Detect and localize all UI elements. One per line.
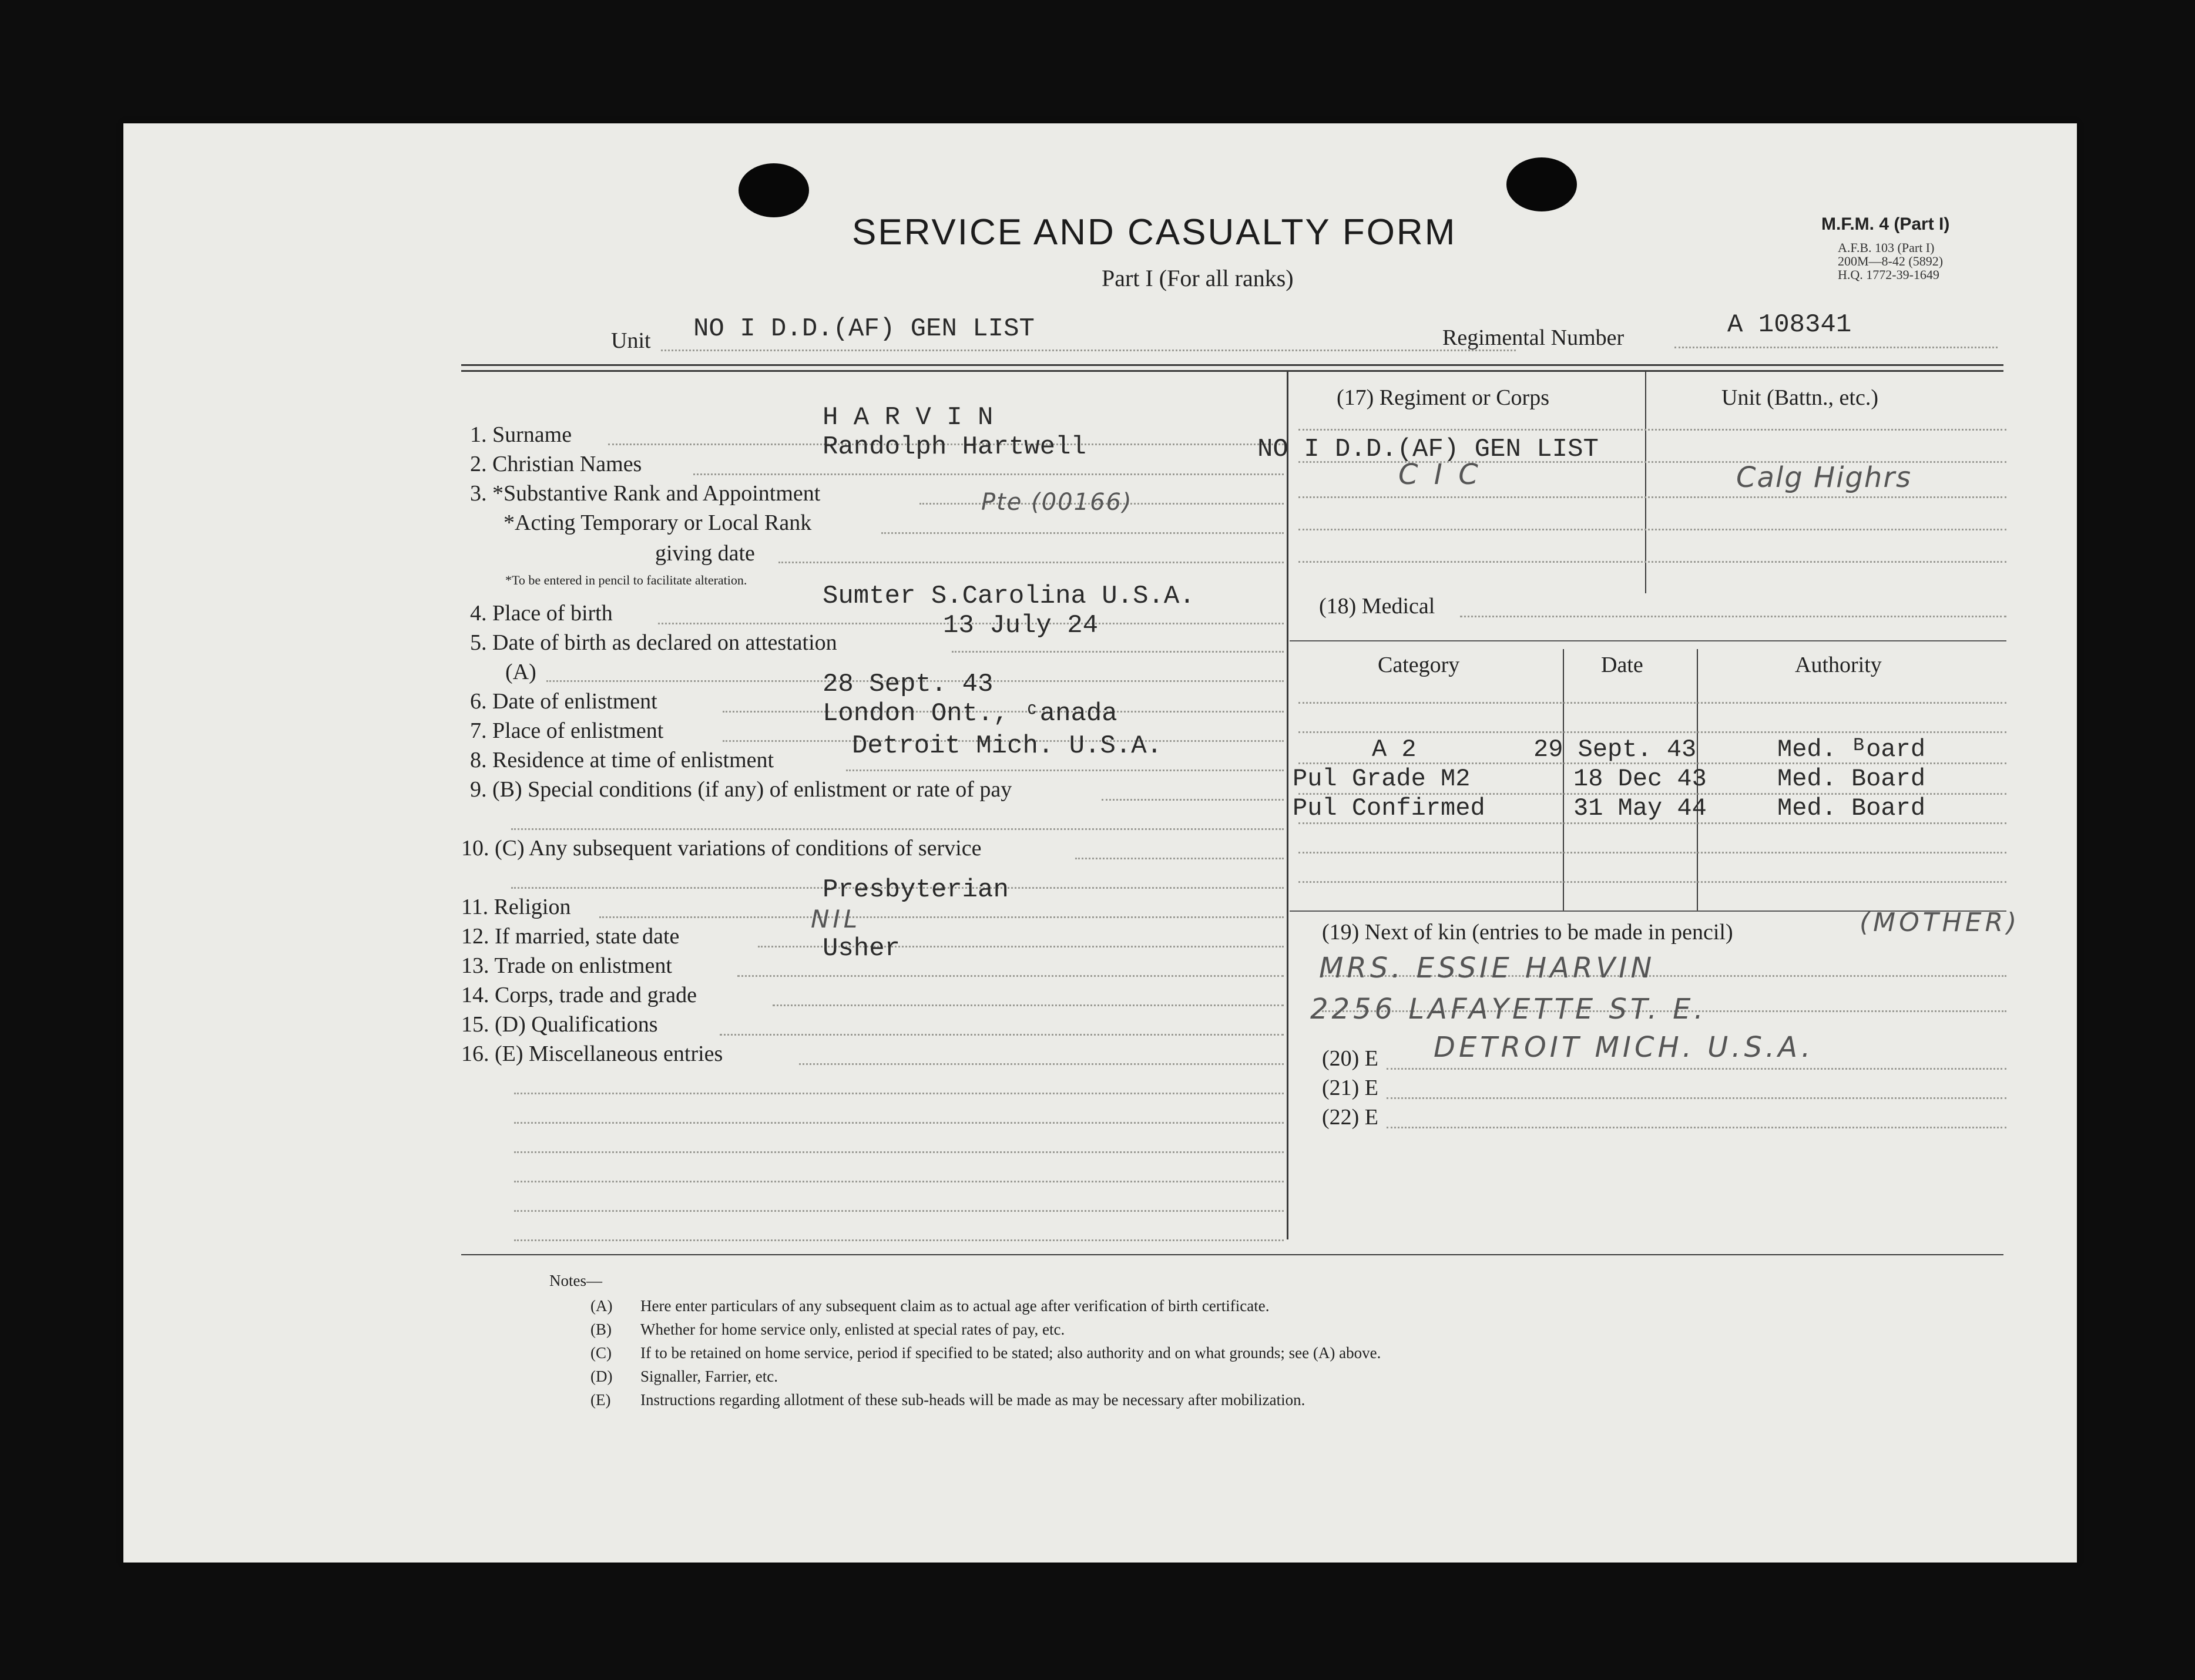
note-e-key: (E)	[590, 1391, 611, 1409]
religion-label: 11. Religion	[461, 895, 571, 919]
battn-label: Unit (Battn., etc.)	[1721, 385, 1878, 410]
entry-22-label: (22) E	[1322, 1105, 1379, 1130]
regiment-handwritten: C I C	[1398, 458, 1482, 491]
med-header-date: Date	[1601, 653, 1643, 677]
qualifications-label: 15. (D) Qualifications	[461, 1012, 658, 1037]
med-row-2-category: Pul Grade M2	[1293, 765, 1471, 793]
med-header-category: Category	[1378, 653, 1460, 677]
punch-hole-right	[1506, 157, 1577, 211]
substantive-rank-label: 3. *Substantive Rank and Appointment	[470, 481, 821, 506]
med-row-3-authority: Med. Board	[1777, 794, 1926, 822]
date-of-enlistment-value: 28 Sept. 43	[823, 670, 994, 699]
regiment-value: NO I D.D.(AF) GEN LIST	[1257, 435, 1599, 464]
regiment-label: (17) Regiment or Corps	[1337, 385, 1550, 410]
christian-names-value: Randolph Hartwell	[823, 432, 1086, 462]
note-d-key: (D)	[590, 1367, 613, 1385]
note-a-text: Here enter particulars of any subsequent claim as to actual age after verification of birth certificate.	[640, 1297, 1270, 1315]
note-a-key: (A)	[590, 1297, 613, 1315]
med-row-3-date: 31 May 44	[1573, 794, 1707, 822]
place-of-enlistment-label: 7. Place of enlistment	[470, 718, 664, 743]
med-row-1-category: A 2	[1372, 735, 1417, 764]
note-c-key: (C)	[590, 1344, 612, 1362]
form-ref-line: 200M—8-42 (5892)	[1838, 254, 1944, 268]
form-ref-lines	[1838, 241, 1943, 281]
form-title: SERVICE AND CASUALTY FORM	[852, 212, 1457, 253]
medical-label: (18) Medical	[1319, 594, 1435, 619]
place-of-enlistment-value: London Ont., ᶜanada	[823, 699, 1117, 728]
special-conditions-label: 9. (B) Special conditions (if any) of enlistment or rate of pay	[470, 777, 1012, 802]
entry-20-label: (20) E	[1322, 1046, 1379, 1071]
unit-value: NO I D.D.(AF) GEN LIST	[693, 314, 1035, 344]
next-of-kin-city: DETROIT MICH. U.S.A.	[1434, 1031, 1814, 1064]
form-sheet	[123, 123, 2077, 1563]
date-of-birth-label: 5. Date of birth as declared on attestation	[470, 630, 837, 655]
note-b-text: Whether for home service only, enlisted at special rates of pay, etc.	[640, 1321, 1065, 1338]
residence-value: Detroit Mich. U.S.A.	[852, 731, 1163, 761]
christian-names-label: 2. Christian Names	[470, 452, 642, 476]
date-of-birth-value: 13 July 24	[943, 611, 1099, 640]
med-row-2-date: 18 Dec 43	[1573, 765, 1707, 793]
next-of-kin-name: MRS. ESSIE HARVIN	[1319, 952, 1656, 985]
note-c-text: If to be retained on home service, period if specified to be stated; also authority and on what grounds; see (A) above.	[640, 1344, 1381, 1362]
med-row-1-authority: Med. ᴮoard	[1777, 735, 1926, 764]
residence-label: 8. Residence at time of enlistment	[470, 748, 774, 772]
place-of-birth-value: Sumter S.Carolina U.S.A.	[823, 582, 1195, 611]
med-row-3-category: Pul Confirmed	[1293, 794, 1485, 822]
regimental-number-value: A 108341	[1727, 310, 1852, 340]
subsequent-variations-label: 10. (C) Any subsequent variations of conditions of service	[461, 836, 982, 861]
miscellaneous-entries-label: 16. (E) Miscellaneous entries	[461, 1041, 723, 1066]
note-d-text: Signaller, Farrier, etc.	[640, 1367, 778, 1385]
regimental-number-label: Regimental Number	[1442, 325, 1625, 350]
notes-heading: Notes—	[549, 1272, 602, 1289]
battn-handwritten: Calg Highrs	[1736, 461, 1912, 494]
note-b-key: (B)	[590, 1321, 612, 1338]
next-of-kin-relation: (MOTHER)	[1860, 908, 2021, 938]
religion-value: Presbyterian	[823, 875, 1009, 905]
place-of-birth-label: 4. Place of birth	[470, 601, 613, 626]
giving-date-label: giving date	[655, 541, 755, 566]
punch-hole-left	[739, 163, 809, 217]
note-a-label: (A)	[505, 660, 536, 684]
trade-on-enlistment-value: Usher	[823, 934, 901, 963]
date-of-enlistment-label: 6. Date of enlistment	[470, 689, 657, 714]
corps-trade-grade-label: 14. Corps, trade and grade	[461, 983, 697, 1007]
married-date-label: 12. If married, state date	[461, 924, 680, 949]
note-e-text: Instructions regarding allotment of these sub-heads will be made as may be necessary after mobilization.	[640, 1391, 1305, 1409]
trade-on-enlistment-label: 13. Trade on enlistment	[461, 953, 672, 978]
next-of-kin-street: 2256 LAFAYETTE ST. E.	[1310, 993, 1707, 1026]
form-subtitle: Part I (For all ranks)	[1102, 265, 1294, 291]
surname-label: 1. Surname	[470, 422, 572, 447]
med-header-authority: Authority	[1795, 653, 1882, 677]
form-ref-line: H.Q. 1772-39-1649	[1838, 267, 1939, 282]
form-code: M.F.M. 4 (Part I)	[1821, 214, 1950, 234]
pencil-note: *To be entered in pencil to facilitate alteration.	[505, 573, 747, 587]
married-date-value: NIL	[811, 905, 861, 933]
next-of-kin-label: (19) Next of kin (entries to be made in pencil)	[1322, 920, 1733, 945]
unit-label: Unit	[611, 328, 651, 353]
entry-21-label: (21) E	[1322, 1076, 1379, 1100]
form-ref-line: A.F.B. 103 (Part I)	[1838, 240, 1935, 255]
surname-value: H A R V I N	[823, 403, 994, 432]
med-row-1-date: 29 Sept. 43	[1533, 735, 1697, 764]
acting-rank-label: *Acting Temporary or Local Rank	[504, 510, 812, 535]
med-row-2-authority: Med. Board	[1777, 765, 1926, 793]
acting-rank-value: Pte (00166)	[981, 489, 1133, 516]
